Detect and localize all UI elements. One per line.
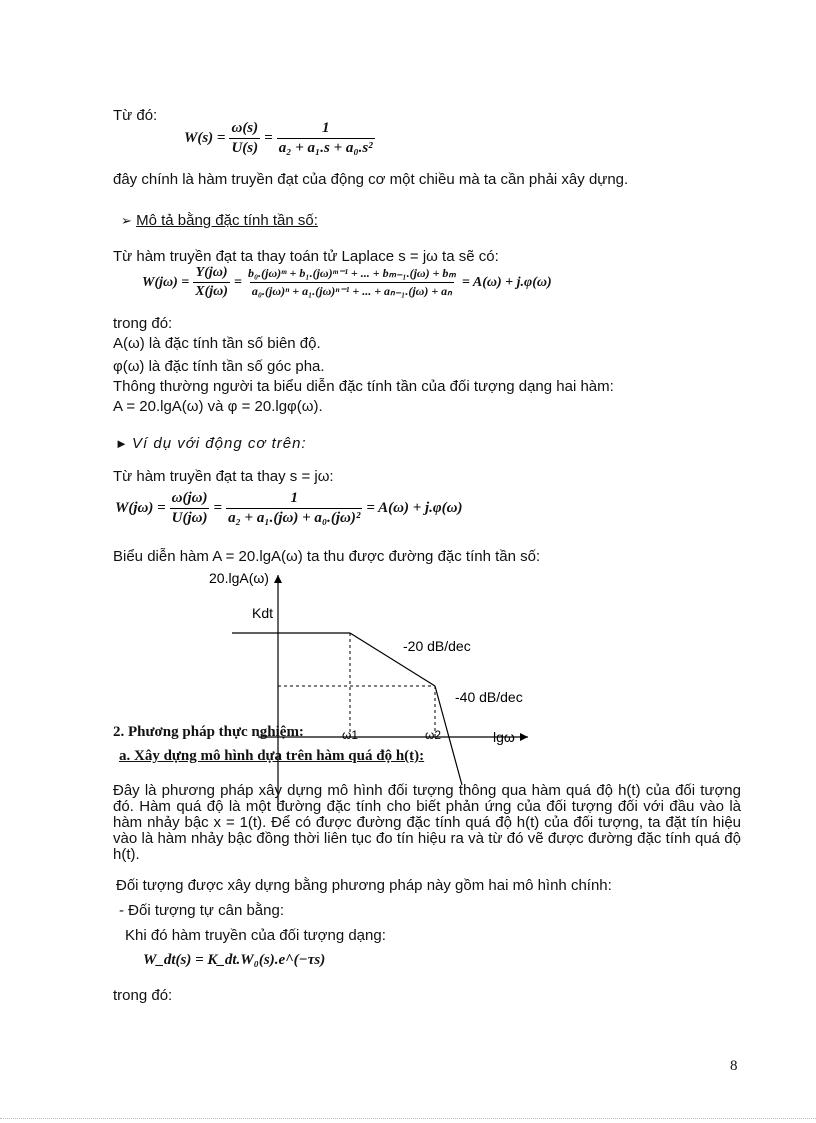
triangle-bullet-icon: ►	[115, 436, 128, 451]
eq3-frac1-den: U(jω)	[171, 510, 208, 526]
line-khi-do: Khi đó hàm truyền của đối tượng dạng:	[125, 927, 386, 944]
line-thong-thuong: Thông thường người ta biểu diễn đặc tính tần của đối tượng dạng hai hàm:	[113, 378, 614, 395]
line-tu-can-bang: - Đối tượng tự cân bằng:	[119, 902, 284, 919]
eq1-frac2-den: a₂ + a₁.s + a₀.s²	[278, 140, 373, 156]
equation-delay-model: W_dt(s) = K_dt.W₀(s).e^(−τs)	[143, 952, 326, 968]
eq3-equals: =	[213, 500, 223, 516]
line-ham-truyen: đây chính là hàm truyền đạt của động cơ một chiều mà ta cần phải xây dựng.	[113, 171, 629, 188]
x-axis-arrow-icon	[520, 733, 528, 741]
section-2-heading: 2. Phương pháp thực nghiệm:	[113, 724, 304, 740]
tu-do-label: Từ đó:	[113, 107, 158, 124]
annotation-minus40: -40 dB/dec	[455, 689, 523, 705]
eq1-lhs: W(s) =	[184, 130, 226, 146]
line-doi-tuong: Đối tượng được xây dựng bằng phương pháp này gồm hai mô hình chính:	[116, 877, 612, 894]
eq1-frac1-den: U(s)	[231, 140, 259, 156]
page-number: 8	[730, 1058, 738, 1074]
y-axis-label: 20.lgA(ω)	[209, 570, 269, 586]
eq3-lhs: W(jω) =	[115, 500, 166, 516]
trong-do-2: trong đó:	[113, 987, 173, 1004]
annotation-minus20: -20 dB/dec	[403, 638, 471, 654]
x-axis-label: lgω	[493, 729, 515, 745]
eq2-rhs: = A(ω) + j.φ(ω)	[461, 274, 552, 290]
trong-do-1: trong đó:	[113, 315, 173, 332]
y-tick-label-kdt: Kdt	[252, 605, 274, 621]
eq2-frac1-den: X(jω)	[195, 284, 228, 299]
eq1-frac1-num: ω(s)	[231, 120, 259, 136]
eq1-frac2-num: 1	[321, 120, 330, 136]
paragraph-qua-do: Đây là phương pháp xây dựng mô hình đối tượng thông qua hàm quá độ h(t) của đối tượng đó. Hàm quá độ là một đường đặc tính cho biết phản ứng của đối tượng đối với đầu vào là hàm nhảy bậc x = 1(t). Để có được đường đặc tính quá độ h(t) của đối tượng, ta đặt tín hiệu vào là hàm nhảy bậc đồng thời liên tục đo tín hiệu ra và từ đó vẽ được đường đặc tính quá độ h(t).	[113, 782, 741, 863]
heading-mo-ta-tan-so: Mô tả bằng đặc tính tần số:	[136, 212, 318, 229]
line-A-phi: A = 20.lgA(ω) và φ = 20.lgφ(ω).	[113, 398, 323, 415]
x-tick-label-omega1: ω1	[342, 728, 359, 742]
def-amplitude: A(ω) là đặc tính tần số biên độ.	[113, 335, 321, 352]
def-phase: φ(ω) là đặc tính tần số góc pha.	[113, 358, 325, 375]
eq2-lhs: W(jω) =	[142, 274, 190, 290]
heading-vi-du: Ví dụ với động cơ trên:	[132, 435, 307, 452]
line-thay-s: Từ hàm truyền đạt ta thay s = jω:	[113, 468, 334, 485]
eq1-equals: =	[264, 130, 273, 146]
section-2a-heading: a. Xây dựng mô hình dựa trên hàm quá độ h(t):	[119, 748, 425, 764]
page-bottom-border	[0, 1118, 816, 1119]
eq3-frac2-den: a₂ + a₁.(jω) + a₀.(jω)²	[228, 510, 361, 526]
y-axis-arrow-icon	[274, 575, 282, 583]
eq3-frac1-num: ω(jω)	[171, 490, 208, 506]
eq3-rhs: = A(ω) + j.φ(ω)	[366, 500, 463, 516]
line-laplace: Từ hàm truyền đạt ta thay toán tử Laplace s = jω ta sẽ có:	[113, 248, 499, 265]
eq2-equals: =	[233, 274, 242, 290]
eq2-frac1-num: Y(jω)	[195, 265, 228, 280]
line-bieu-dien: Biểu diễn hàm A = 20.lgA(ω) ta thu được đường đặc tính tần số:	[113, 548, 541, 565]
x-tick-label-omega2: ω2	[425, 728, 442, 742]
eq2-frac2-num: b₀.(jω)ᵐ + b₁.(jω)ᵐ⁻¹ + ... + bₘ₋₁.(jω) + bₘ	[247, 266, 456, 280]
eq2-frac2-den: a₀.(jω)ⁿ + a₁.(jω)ⁿ⁻¹ + ... + aₙ₋₁.(jω) + aₙ	[251, 284, 452, 298]
eq3-frac2-num: 1	[290, 490, 298, 506]
arrow-bullet-icon: ➢	[121, 213, 132, 228]
